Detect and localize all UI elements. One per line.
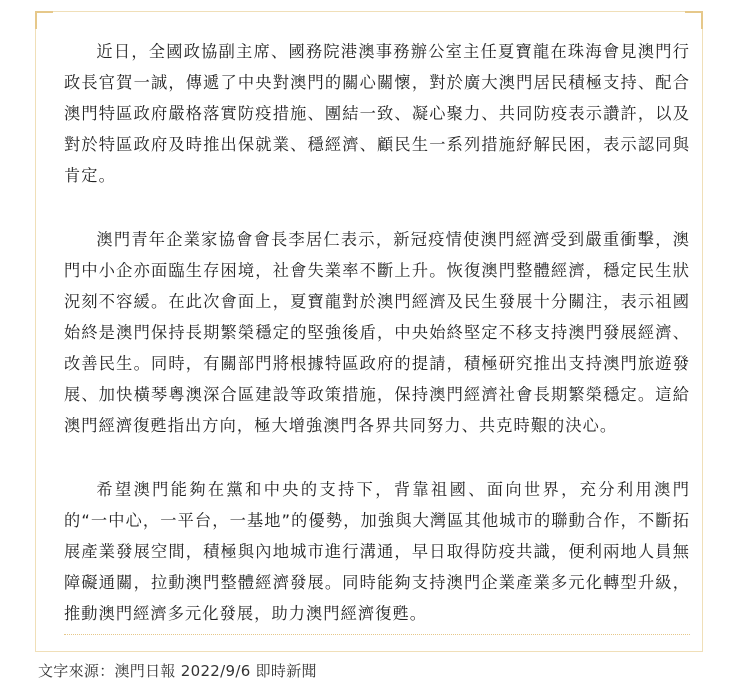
source-credit: 文字來源：澳門日報 2022/9/6 即時新聞 [38, 662, 317, 680]
article-paragraph-1: 近日，全國政協副主席、國務院港澳事務辦公室主任夏寶龍在珠海會見澳門行政長官賀一誠，傳遞了中央對澳門的關心關懷，對於廣大澳門居民積極支持、配合澳門特區政府嚴格落實防疫措施、團結一致、凝心聚力、共同防疫表示讚許，以及對於特區政府及時推出保就業、穩經濟、顧民生一系列措施紓解民困，表示認同與肯定。 [64, 42, 690, 185]
dotted-divider [64, 634, 690, 635]
article-paragraph-3: 希望澳門能夠在黨和中央的支持下，背靠祖國、面向世界，充分利用澳門的“一中心，一平台，一基地”的優勢，加強與大灣區其他城市的聯動合作，不斷拓展產業發展空間，積極與內地城市進行溝通，早日取得防疫共識，便利兩地人員無障礙通關，拉動澳門整體經濟發展。同時能夠支持澳門企業產業多元化轉型升級，推動澳門經濟多元化發展，助力澳門經濟復甦。 [64, 480, 690, 623]
frame-corner-top-left [35, 11, 53, 29]
article-body [64, 36, 690, 662]
frame-corner-top-right [685, 11, 703, 29]
frame-top-border [53, 11, 685, 12]
article-paragraph-2: 澳門青年企業家協會會長李居仁表示，新冠疫情使澳門經濟受到嚴重衝擊，澳門中小企亦面臨生存困境，社會失業率不斷上升。恢復澳門整體經濟，穩定民生狀況刻不容緩。在此次會面上，夏寶龍對於澳門經濟及民生發展十分關注，表示祖國始終是澳門保持長期繁榮穩定的堅強後盾，中央始終堅定不移支持澳門發展經濟、改善民生。同時，有關部門將根據特區政府的提請，積極研究推出支持澳門旅遊發展、加快橫琴粵澳深合區建設等政策措施，保持澳門經濟社會長期繁榮穩定。這給澳門經濟復甦指出方向，極大增強澳門各界共同努力、共克時艱的決心。 [64, 230, 690, 435]
